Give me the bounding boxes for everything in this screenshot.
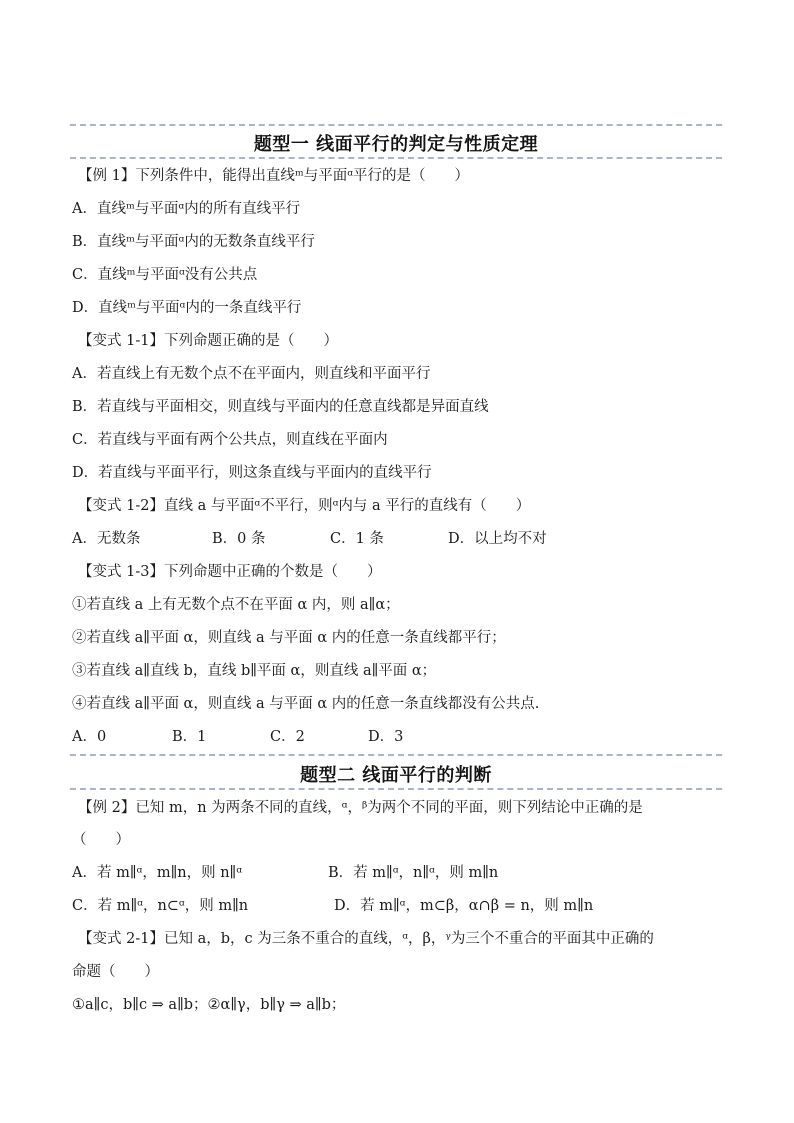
example-2-options-cd	[72, 896, 732, 916]
variant-1-1-option-c: C．若直线与平面有两个公共点，则直线在平面内	[72, 432, 388, 448]
option-c: C．若 m∥ᵅ，n⊂ᵅ，则 m∥n	[72, 898, 249, 914]
dashed-divider	[70, 124, 722, 126]
example-2-stem-cont: （ ）	[72, 832, 130, 848]
option-b: B．0 条	[212, 531, 266, 547]
example-1-option-a: A．直线ᵐ与平面ᵅ内的所有直线平行	[72, 201, 301, 217]
variant-2-1-stem: 【变式 2-1】已知 a，b，c 为三条不重合的直线，ᵅ，β，ᵞ为三个不重合的平面其中正确的	[78, 931, 654, 947]
dashed-divider	[70, 788, 722, 790]
variant-1-1-option-a: A．若直线上有无数个点不在平面内，则直线和平面平行	[72, 366, 431, 382]
variant-1-1-stem: 【变式 1-1】下列命题正确的是（ ）	[78, 333, 338, 349]
dashed-divider	[70, 157, 722, 159]
example-1-option-c: C．直线ᵐ与平面ᵅ没有公共点	[72, 267, 258, 283]
variant-2-1-stem-cont: 命题（ ）	[72, 964, 159, 980]
option-b: B．1	[172, 729, 207, 745]
option-d: D．3	[368, 729, 404, 745]
example-2-options-ab	[72, 863, 732, 883]
variant-1-3-item-4: ④若直线 a∥平面 α，则直线 a 与平面 α 内的任意一条直线都没有公共点.	[72, 696, 540, 712]
option-c: C．1 条	[330, 531, 384, 547]
option-a: A．0	[72, 729, 107, 745]
example-1-option-d: D．直线ᵐ与平面ᵅ内的一条直线平行	[72, 300, 302, 316]
section-title-2: 题型二 线面平行的判断	[300, 765, 492, 786]
variant-1-1-option-d: D．若直线与平面平行，则这条直线与平面内的直线平行	[72, 465, 432, 481]
example-1-stem: 【例 1】下列条件中，能得出直线ᵐ与平面ᵅ平行的是（ ）	[78, 168, 470, 184]
variant-1-2-stem: 【变式 1-2】直线 a 与平面ᵅ不平行，则ᵅ内与 a 平行的直线有（ ）	[78, 498, 531, 514]
section-title-1: 题型一 线面平行的判定与性质定理	[253, 134, 539, 155]
variant-1-3-item-1: ①若直线 a 上有无数个点不在平面 α 内，则 a∥α；	[72, 597, 400, 613]
option-b: B．若 m∥ᵅ，n∥ᵅ，则 m∥n	[328, 865, 499, 881]
variant-1-1-option-b: B．若直线与平面相交，则直线与平面内的任意直线都是异面直线	[72, 399, 489, 415]
variant-1-3-item-2: ②若直线 a∥平面 α，则直线 a 与平面 α 内的任意一条直线都平行；	[72, 630, 506, 646]
option-c: C．2	[270, 729, 305, 745]
dashed-divider	[70, 754, 722, 756]
option-a: A．若 m∥ᵅ，m∥n，则 n∥ᵅ	[72, 865, 243, 881]
option-d: D．若 m∥ᵅ，m⊂β，α∩β = n，则 m∥n	[334, 898, 594, 914]
variant-1-3-stem: 【变式 1-3】下列命题中正确的个数是（ ）	[78, 564, 382, 580]
variant-1-3-options	[72, 727, 732, 747]
variant-1-2-options	[72, 529, 732, 549]
variant-2-1-item-1: ①a∥c，b∥c ⇒ a∥b；②α∥γ，b∥γ ⇒ a∥b；	[72, 997, 346, 1013]
variant-1-3-item-3: ③若直线 a∥直线 b，直线 b∥平面 α，则直线 a∥平面 α；	[72, 663, 437, 679]
example-2-stem: 【例 2】已知 m，n 为两条不同的直线，ᵅ，ᵝ为两个不同的平面，则下列结论中正确的是	[78, 800, 643, 816]
option-a: A．无数条	[72, 531, 141, 547]
example-1-option-b: B．直线ᵐ与平面ᵅ内的无数条直线平行	[72, 234, 315, 250]
option-d: D．以上均不对	[448, 531, 547, 547]
